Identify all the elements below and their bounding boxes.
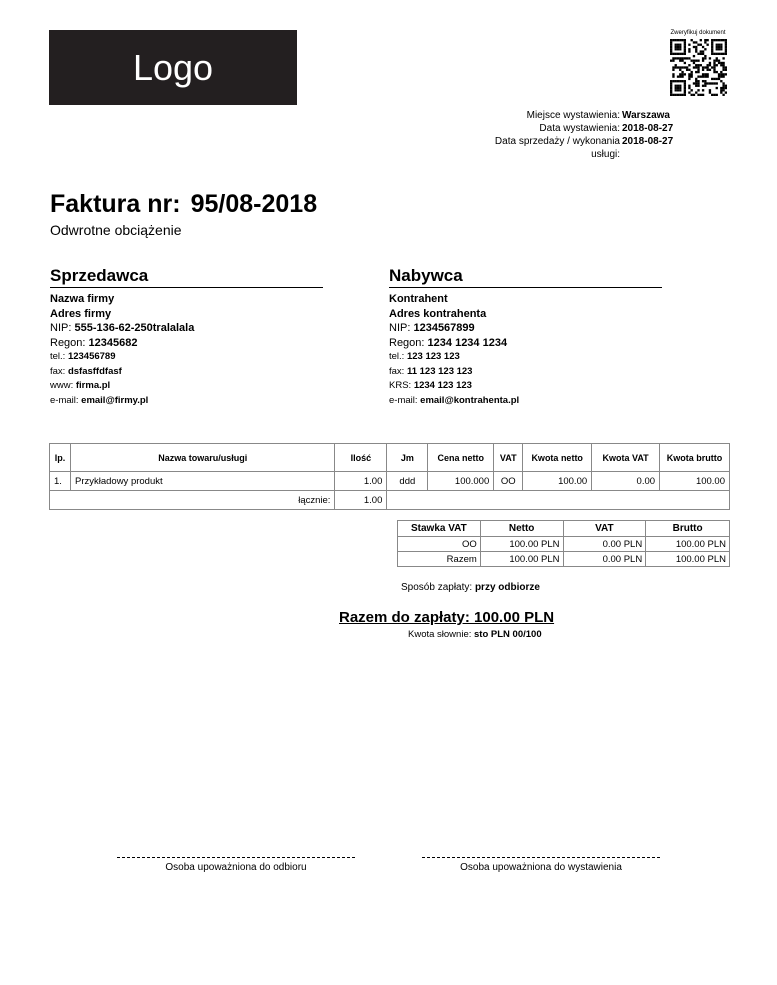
cell-vat: OO (494, 472, 523, 491)
cell-vat-amount: 0.00 (592, 472, 660, 491)
meta-value: 2018-08-27 (622, 136, 674, 147)
invoice-meta (470, 109, 680, 161)
seller-name: Nazwa firmy (50, 293, 115, 305)
cell-lp: 1. (50, 472, 71, 491)
nip-value: 1234567899 (413, 322, 475, 334)
meta-place (470, 109, 680, 122)
buyer-email (389, 394, 662, 409)
sum-empty (387, 491, 730, 510)
vat-gross: 100.00 PLN (646, 537, 730, 552)
sum-qty: 1.00 (335, 491, 387, 510)
fax-label: fax: (389, 365, 405, 377)
nip-value: 555-136-62-250tralalala (74, 322, 195, 334)
fax-value: 11 123 123 123 (406, 365, 473, 377)
buyer-tel (389, 350, 662, 365)
buyer-fax (389, 365, 662, 380)
qr-label: Zweryfikuj dokument (670, 30, 726, 36)
items-header-row (50, 444, 730, 472)
cell-qty: 1.00 (335, 472, 387, 491)
vat-net: 100.00 PLN (480, 552, 563, 567)
seller-nip (50, 321, 323, 336)
qr-code-icon[interactable] (670, 39, 727, 96)
signature-line (117, 857, 355, 858)
invoice-title (50, 190, 317, 219)
buyer-regon (389, 336, 662, 351)
tel-label: tel.: (389, 351, 405, 362)
buyer-krs (389, 379, 662, 394)
payment-method (401, 582, 540, 593)
cell-name: Przykładowy produkt (70, 472, 334, 491)
vat-rate: Razem (398, 552, 481, 567)
regon-label: Regon: (389, 336, 425, 349)
vat-header-row (398, 521, 730, 537)
email-label: e-mail: (50, 394, 79, 406)
seller-tel (50, 350, 323, 365)
cell-price: 100.000 (428, 472, 494, 491)
table-row (398, 552, 730, 567)
signature-line (422, 857, 660, 858)
cell-net: 100.00 (523, 472, 592, 491)
meta-label: Data sprzedaży / wykonania (494, 136, 620, 147)
meta-label: usługi: (591, 149, 620, 160)
seller-address: Adres firmy (50, 307, 112, 320)
signature-receiver (117, 852, 355, 873)
www-label: www: (50, 380, 74, 391)
company-logo (49, 30, 297, 105)
signature-label: Osoba upoważniona do wystawienia (460, 862, 622, 873)
signature-label: Osoba upoważniona do odbioru (165, 862, 307, 873)
meta-sale-date-cont (470, 148, 680, 161)
buyer-heading: Nabywca (389, 266, 662, 288)
vat-summary-table (397, 520, 730, 567)
table-row (398, 537, 730, 552)
vat-col-rate: Stawka VAT (398, 521, 481, 537)
meta-label: Miejsce wystawienia: (526, 110, 620, 121)
items-table (49, 443, 730, 510)
logo-text: Logo (132, 46, 214, 88)
col-header-name: Nazwa towaru/usługi (70, 444, 334, 472)
col-header-net: Kwota netto (523, 444, 592, 472)
qr-verify[interactable] (665, 30, 731, 96)
meta-value: Warszawa (622, 110, 670, 121)
vat-net: 100.00 PLN (480, 537, 563, 552)
email-label: e-mail: (389, 394, 418, 406)
buyer-block (389, 266, 662, 408)
seller-regon (50, 336, 323, 351)
meta-label: Data wystawienia: (539, 123, 620, 134)
www-value: firma.pl (75, 380, 111, 391)
fax-value: dsfasffdfasf (67, 365, 122, 377)
buyer-nip (389, 321, 662, 336)
vat-col-gross: Brutto (646, 521, 730, 537)
buyer-address: Adres kontrahenta (389, 307, 487, 320)
vat-vat: 0.00 PLN (563, 552, 646, 567)
total-due: Razem do zapłaty: 100.00 PLN (339, 609, 555, 626)
krs-label: KRS: (389, 380, 412, 391)
meta-sale-date (470, 135, 680, 148)
vat-gross: 100.00 PLN (646, 552, 730, 567)
seller-fax (50, 365, 323, 380)
items-sum-row (50, 491, 730, 510)
vat-vat: 0.00 PLN (563, 537, 646, 552)
col-header-vat: VAT (494, 444, 523, 472)
cell-unit: ddd (387, 472, 428, 491)
tel-label: tel.: (50, 351, 66, 362)
payment-value: przy odbiorze (474, 582, 540, 593)
regon-value: 12345682 (88, 336, 138, 349)
invoice-subtitle: Odwrotne obciążenie (50, 222, 182, 238)
sum-label: łącznie: (50, 491, 335, 510)
nip-label: NIP: (50, 322, 72, 334)
vat-col-vat: VAT (563, 521, 646, 537)
payment-label: Sposób zapłaty: (401, 582, 473, 593)
tel-value: 123 123 123 (406, 351, 460, 362)
words-label: Kwota słownie: (408, 629, 472, 640)
invoice-number: 95/08-2018 (190, 190, 318, 218)
col-header-qty: Ilość (335, 444, 387, 472)
regon-label: Regon: (50, 336, 86, 349)
vat-col-net: Netto (480, 521, 563, 537)
signature-issuer (422, 852, 660, 873)
col-header-unit: Jm (387, 444, 428, 472)
fax-label: fax: (50, 365, 66, 377)
tel-value: 123456789 (67, 351, 116, 362)
table-row (50, 472, 730, 491)
vat-rate: OO (398, 537, 481, 552)
nip-label: NIP: (389, 322, 411, 334)
seller-block (50, 266, 323, 408)
email-value: email@kontrahenta.pl (420, 394, 520, 406)
buyer-name: Kontrahent (389, 293, 448, 305)
col-header-price: Cena netto (428, 444, 494, 472)
seller-www (50, 379, 323, 394)
amount-in-words (408, 629, 542, 640)
email-value: email@firmy.pl (81, 394, 149, 406)
cell-gross: 100.00 (660, 472, 730, 491)
col-header-gross: Kwota brutto (660, 444, 730, 472)
meta-issue-date (470, 122, 680, 135)
invoice-title-prefix: Faktura nr: (50, 190, 181, 218)
meta-value: 2018-08-27 (622, 123, 674, 134)
regon-value: 1234 1234 1234 (427, 336, 508, 349)
col-header-vat-amount: Kwota VAT (592, 444, 660, 472)
seller-email (50, 394, 323, 409)
krs-value: 1234 123 123 (413, 380, 472, 391)
words-value: sto PLN 00/100 (474, 629, 542, 640)
col-header-lp: lp. (50, 444, 71, 472)
seller-heading: Sprzedawca (50, 266, 323, 288)
